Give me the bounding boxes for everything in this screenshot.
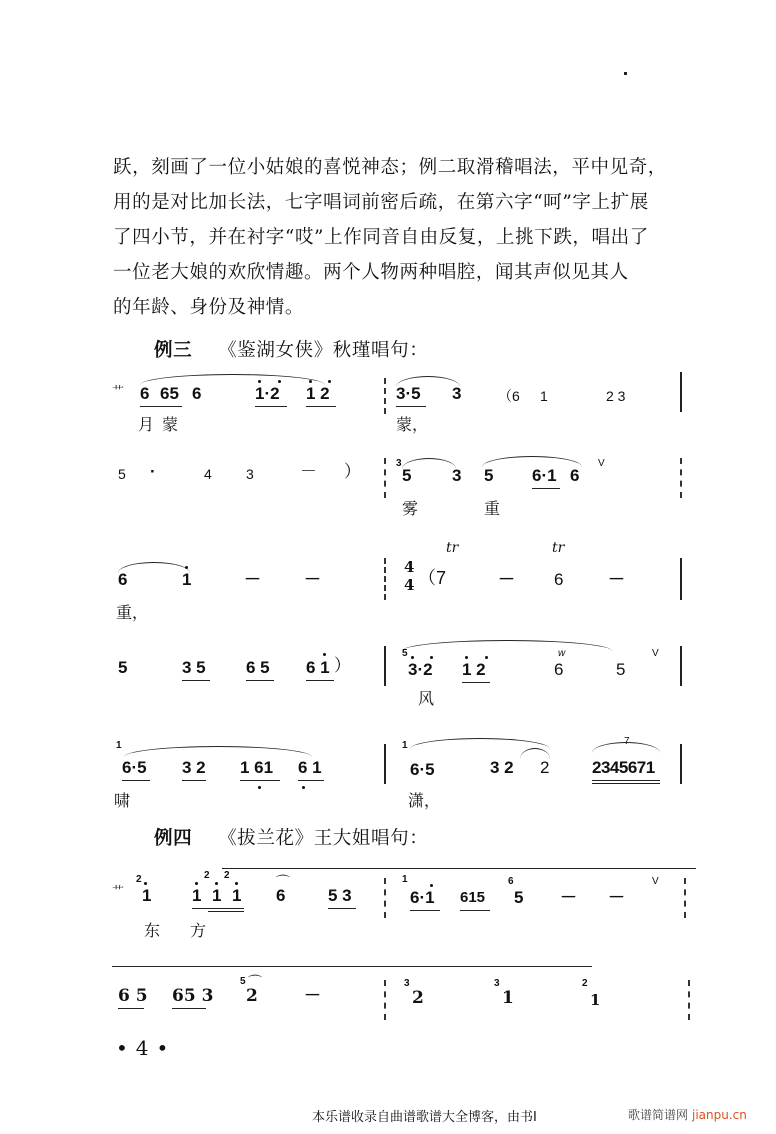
phrase-line — [112, 966, 592, 967]
note: 6 — [192, 384, 202, 403]
grace-note: 6 — [508, 876, 514, 887]
note: ） — [334, 656, 351, 675]
note: 65 3 — [172, 986, 214, 1006]
breath-mark: V — [652, 876, 659, 887]
corner-mark — [624, 72, 627, 75]
barline — [688, 980, 690, 1020]
watermark-cn: 歌谱简谱网 — [628, 1108, 689, 1122]
turn-mark: 7 — [624, 736, 630, 747]
note: 5 — [118, 658, 128, 677]
note: 6 — [570, 466, 580, 485]
grace-note: 1 — [402, 874, 408, 885]
tempo-mark: 艹 — [112, 384, 125, 398]
note: 3 5 — [182, 658, 206, 677]
grace-note: 1 — [116, 740, 122, 751]
paragraph-line: 用的是对比加长法，七字唱词前密后疏，在第六字“呵”字上扩展 — [113, 192, 649, 213]
score-row — [112, 372, 702, 442]
trill-mark: tr — [552, 540, 565, 556]
slur — [118, 562, 190, 573]
grace-note: 2 — [582, 978, 588, 989]
barline — [680, 558, 682, 600]
note: 3 — [452, 384, 462, 403]
note: 1 — [540, 388, 548, 404]
lyric: 重， — [116, 603, 149, 622]
barline — [384, 878, 386, 918]
note: 5 — [616, 660, 626, 679]
lyric: 啸 — [114, 791, 131, 810]
breath-mark: V — [598, 458, 605, 469]
note: 5 — [402, 466, 412, 485]
barline — [384, 980, 386, 1020]
note: － — [304, 570, 321, 589]
note: 1 61 — [240, 758, 274, 777]
note: 5 — [514, 888, 524, 907]
tempo-mark: 艹 — [112, 884, 125, 898]
lyric: 方 — [190, 921, 207, 940]
barline — [384, 646, 386, 686]
note: 3·2 — [408, 660, 433, 679]
note: 5 — [484, 466, 494, 485]
note: － — [304, 986, 321, 1005]
note: 6 — [118, 570, 128, 589]
example3-title: 《鉴湖女侠》秋瑾唱句： — [218, 340, 429, 361]
note: 6 1 — [306, 658, 330, 677]
note: 6·1 — [532, 466, 557, 485]
score-row — [112, 540, 702, 622]
note: 1 2 — [462, 660, 486, 679]
paragraph-line: 的年龄、身份及神情。 — [113, 297, 305, 318]
page-number: •4• — [116, 1036, 177, 1060]
note: 2 — [412, 988, 424, 1008]
score-row — [112, 962, 702, 1032]
note: 3 2 — [182, 758, 206, 777]
note: － — [608, 888, 625, 907]
note: － — [244, 570, 261, 589]
lyric: 蒙 — [162, 415, 179, 434]
note: 1·2 — [255, 384, 280, 403]
example3-label: 例三 — [154, 340, 193, 361]
phrase-line — [222, 868, 696, 869]
lyric: 潇， — [408, 791, 441, 810]
note: （7 — [418, 568, 447, 588]
grace-note: 3 — [494, 978, 500, 989]
paragraph-line: 一位老大娘的欢欣情趣。两个人物两种唱腔，闻其声似见其人 — [113, 262, 629, 283]
score-row — [112, 640, 702, 710]
lyric: 风 — [418, 689, 435, 708]
note: 6 — [554, 570, 564, 589]
note: 6 — [276, 886, 286, 905]
mordent-mark: w — [558, 648, 566, 659]
example4-heading — [154, 824, 428, 850]
grace-note: 3 — [404, 978, 410, 989]
score-row — [112, 458, 702, 528]
note: 615 — [460, 889, 486, 906]
time-signature-top: 4 — [404, 558, 415, 576]
slur — [410, 738, 550, 749]
note: 6 5 — [118, 986, 148, 1006]
fermata-icon: ⌒ — [276, 874, 290, 890]
grace-note: 3 — [396, 458, 402, 469]
barline — [384, 744, 386, 784]
lyric: 月 — [138, 415, 155, 434]
example3-heading — [154, 336, 428, 362]
lyric: 雾 — [402, 499, 419, 518]
note: 1 2 — [306, 384, 330, 403]
note: － — [608, 570, 625, 589]
note: 1 — [502, 988, 514, 1008]
note: 1 — [192, 886, 202, 905]
grace-note: 5 — [240, 976, 246, 987]
note: 3 — [452, 466, 462, 485]
note: 65 — [160, 384, 179, 403]
note: 4 — [204, 466, 212, 482]
barline — [384, 458, 386, 498]
note: 1 — [212, 886, 222, 905]
example4-label: 例四 — [154, 828, 193, 849]
watermark-site: jianpu.cn — [692, 1108, 747, 1122]
barline — [680, 458, 682, 498]
barline — [680, 646, 682, 686]
example4-title: 《拔兰花》王大姐唱句： — [218, 828, 429, 849]
note: － — [560, 888, 577, 907]
note: 6·5 — [410, 760, 435, 779]
note: （6 — [498, 388, 520, 404]
time-signature-bottom: 4 — [404, 576, 415, 594]
barline — [384, 558, 386, 600]
paragraph-line: 跃，刻画了一位小姑娘的喜悦神态；例二取滑稽唱法，平中见奇， — [113, 157, 667, 178]
note: 6 1 — [298, 758, 322, 777]
barline — [680, 744, 682, 784]
footer-text: 本乐谱收录自曲谱歌谱大全博客，由书I — [312, 1110, 537, 1125]
note: 2 — [246, 986, 258, 1006]
score-row — [112, 864, 702, 940]
note: － — [498, 570, 515, 589]
barline — [684, 878, 686, 918]
grace-note: 2 — [224, 870, 230, 881]
lyric: 蒙， — [396, 415, 429, 434]
note: 1 — [142, 886, 152, 905]
note: 5 3 — [328, 886, 352, 905]
note: ） — [344, 462, 361, 481]
note: 2 — [540, 758, 550, 777]
grace-note: 5 — [402, 648, 408, 659]
lyric: 重 — [484, 499, 501, 518]
grace-note: 2 — [204, 870, 210, 881]
slur — [402, 640, 612, 651]
note: 1 — [590, 991, 601, 1009]
note: 2 3 — [606, 388, 626, 404]
note: 6 — [554, 660, 564, 679]
note: － — [300, 462, 317, 481]
note: 6·5 — [122, 758, 147, 777]
slur — [124, 746, 312, 757]
body-paragraph — [113, 150, 693, 325]
note: 6·1 — [410, 888, 435, 907]
grace-note: 2 — [136, 874, 142, 885]
fermata-icon: ⌒ — [248, 974, 262, 990]
grace-note: 1 — [402, 740, 408, 751]
barline — [680, 372, 682, 412]
note: 3 — [246, 466, 254, 482]
note: 6 — [140, 384, 150, 403]
note: 1 — [182, 570, 192, 589]
note: 1 — [232, 886, 242, 905]
trill-mark: tr — [446, 540, 459, 556]
score-row — [112, 738, 702, 808]
note: 5 — [118, 466, 126, 482]
note: 3 2 — [490, 758, 514, 777]
note-run: 2345671 — [592, 758, 655, 777]
note: 3·5 — [396, 384, 421, 403]
note: 6 5 — [246, 658, 270, 677]
lyric: 东 — [144, 921, 161, 940]
watermark — [628, 1106, 747, 1123]
note: · — [150, 462, 156, 481]
paragraph-line: 了四小节，并在衬字“哎”上作同音自由反复，上挑下跌，唱出了 — [113, 227, 649, 248]
breath-mark: V — [652, 648, 659, 659]
barline — [384, 378, 386, 414]
